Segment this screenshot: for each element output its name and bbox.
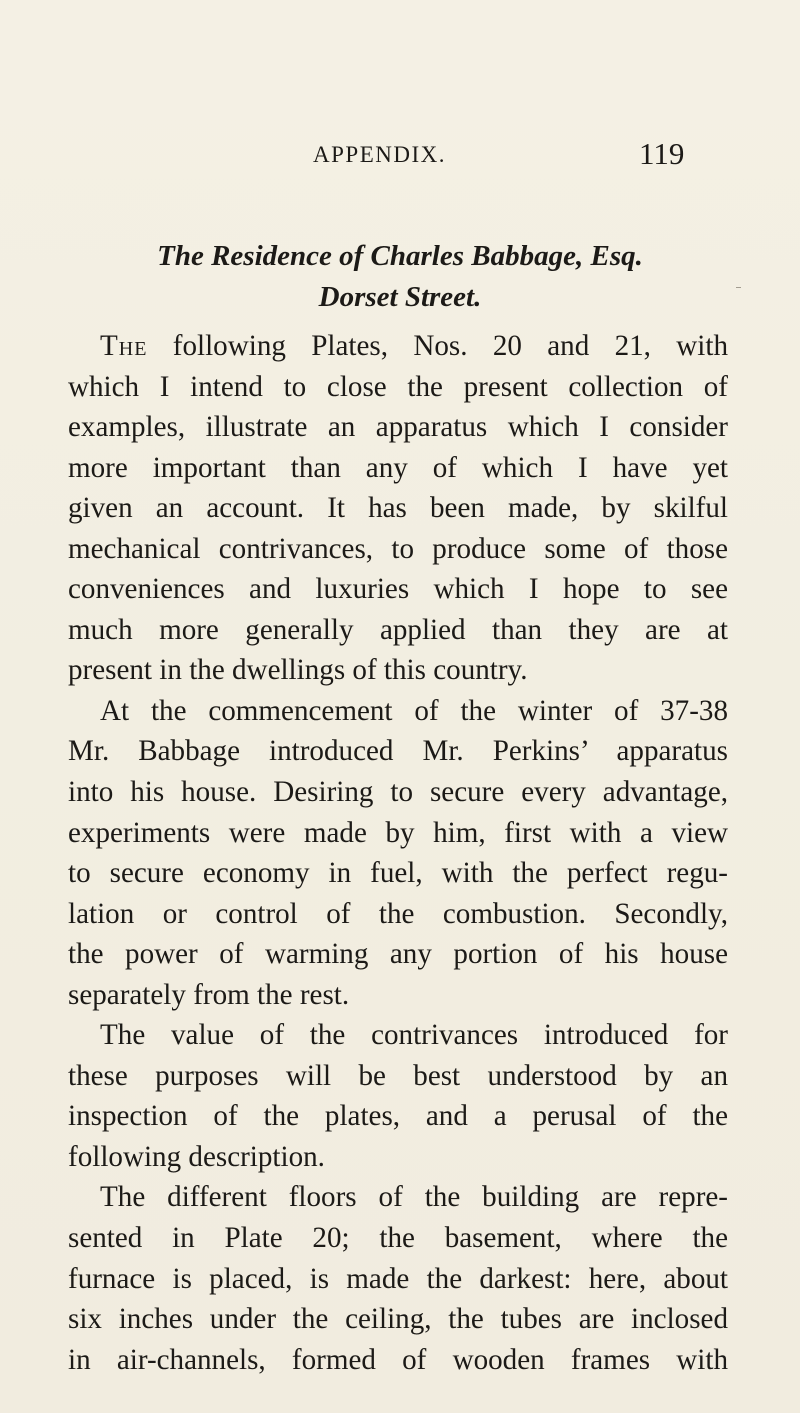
text-line: to secure economy in fuel, with the perfect regu- <box>68 857 728 890</box>
text-line: inspection of the plates, and a perusal of the <box>68 1100 728 1133</box>
running-head <box>0 138 800 178</box>
heading-line-1: The Residence of Charles Babbage, Esq. <box>157 240 643 272</box>
text-line: At the commencement of the winter of 37-38 <box>100 694 728 727</box>
text-line: into his house. Desiring to secure every advantage, <box>68 776 728 809</box>
text-line: The value of the contrivances introduced for <box>100 1019 728 1052</box>
text-line: these purposes will be best understood by an <box>68 1059 728 1092</box>
text-line: much more generally applied than they are at <box>68 613 728 646</box>
text-line <box>68 326 728 367</box>
text-line: lation or control of the combustion. Secondly, <box>68 897 728 930</box>
text-line: in air-channels, formed of wooden frames with <box>68 1343 728 1376</box>
text-line: following description. <box>68 1140 325 1173</box>
page-number: 119 <box>639 136 685 171</box>
text-line: Mr. Babbage introduced Mr. Perkins’ apparatus <box>68 735 728 768</box>
text-line: given an account. It has been made, by skilful <box>68 492 728 525</box>
text-line: present in the dwellings of this country. <box>68 654 528 687</box>
text-line: sented in Plate 20; the basement, where the <box>68 1222 728 1255</box>
text-line: experiments were made by him, first with a view <box>68 816 728 849</box>
text-line: more important than any of which I have yet <box>68 451 728 484</box>
text-line-content: following Plates, Nos. 20 and 21, with <box>172 330 729 362</box>
body-text <box>68 326 728 1380</box>
text-line: conveniences and luxuries which I hope to see <box>68 573 728 606</box>
ink-mark <box>736 287 741 288</box>
text-line: The different floors of the building are repre- <box>100 1181 728 1214</box>
text-line: mechanical contrivances, to produce some of those <box>68 532 728 565</box>
text-line: examples, illustrate an apparatus which I consider <box>68 411 728 444</box>
text-line: six inches under the ceiling, the tubes are inclosed <box>68 1303 728 1336</box>
text-line: which I intend to close the present collection of <box>68 370 728 403</box>
section-heading <box>88 236 712 318</box>
running-title: APPENDIX. <box>313 142 446 167</box>
text-line: separately from the rest. <box>68 978 350 1011</box>
heading-line-2: Dorset Street. <box>318 281 482 313</box>
text-line: the power of warming any portion of his house <box>68 938 728 971</box>
text-line: furnace is placed, is made the darkest: here, about <box>68 1262 728 1295</box>
opening-word: The <box>100 330 148 362</box>
